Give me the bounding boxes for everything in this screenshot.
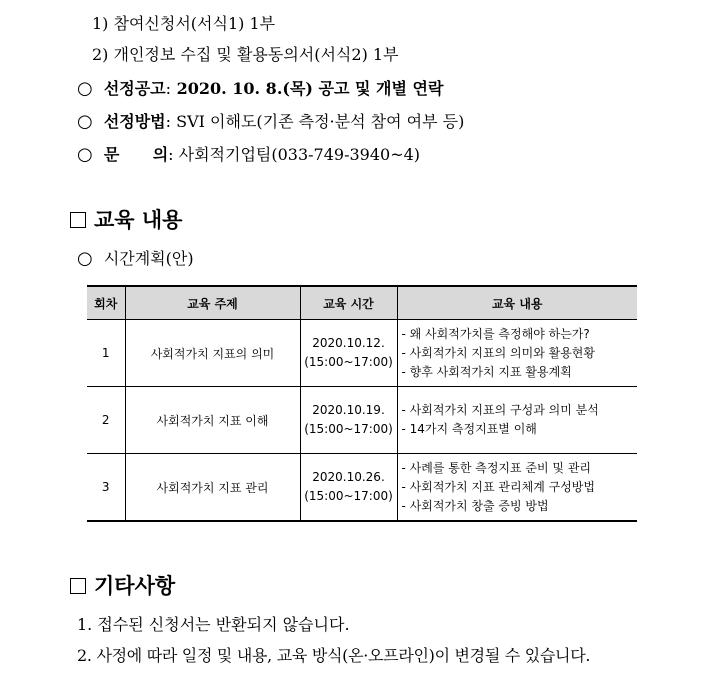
cell-content	[397, 454, 637, 522]
attachment-item-1: 1) 참여신청서(서식1) 1부	[92, 14, 276, 33]
other-item-1: 1. 접수된 신청서는 반환되지 않습니다.	[77, 615, 350, 634]
cell-date: 2020.10.26.	[312, 470, 385, 484]
info-row-contact	[77, 145, 420, 165]
content-line: - 향후 사회적가치 지표 활용계획	[401, 364, 572, 379]
section-title-education: 교육 내용	[70, 207, 182, 233]
table-row	[87, 320, 637, 387]
checkbox-square-icon	[70, 578, 86, 594]
circle-bullet-icon: ○	[77, 248, 93, 269]
header-round: 회차	[87, 286, 125, 320]
content-line: - 왜 사회적가치를 측정해야 하는가?	[401, 326, 590, 341]
section-title-other: 기타사항	[70, 573, 175, 599]
cell-datetime	[300, 454, 397, 522]
content-line: - 14가지 측정지표별 이해	[401, 422, 537, 436]
schedule-table	[87, 285, 637, 522]
info-sep: :	[168, 145, 174, 164]
header-topic: 교육 주제	[125, 286, 300, 320]
cell-datetime	[300, 387, 397, 454]
cell-date: 2020.10.19.	[312, 403, 385, 417]
table-row	[87, 454, 637, 522]
info-value: 사회적기업팀(033-749-3940~4)	[173, 145, 421, 164]
info-value: 2020. 10. 8.(목) 공고 및 개별 연락	[171, 79, 444, 98]
schedule-subtitle: ○ 시간계획(안)	[77, 248, 194, 269]
cell-topic: 사회적가치 지표의 의미	[125, 320, 300, 387]
info-row-announcement	[77, 79, 443, 99]
circle-bullet-icon: ○	[77, 144, 93, 165]
cell-round: 3	[87, 454, 125, 522]
cell-time: (15:00~17:00)	[304, 489, 393, 503]
checkbox-square-icon	[70, 212, 86, 228]
table-header-row	[87, 286, 637, 320]
content-line: - 사회적가치 지표 관리체계 구성방법	[401, 479, 595, 494]
content-line: - 사회적가치 지표의 구성과 의미 분석	[401, 403, 599, 417]
info-row-method	[77, 112, 464, 132]
info-label: 선정공고	[103, 79, 166, 98]
content-line: - 사례를 통한 측정지표 준비 및 관리	[401, 460, 592, 475]
info-label: 문 의	[103, 145, 169, 164]
cell-topic: 사회적가치 지표 이해	[125, 387, 300, 454]
info-sep: :	[165, 79, 172, 98]
info-value: SVI 이해도(기존 측정·분석 참여 여부 등)	[171, 112, 465, 131]
circle-bullet-icon: ○	[77, 78, 93, 99]
attachment-item-2: 2) 개인정보 수집 및 활용동의서(서식2) 1부	[92, 45, 399, 64]
table-row	[87, 387, 637, 454]
cell-content	[397, 387, 637, 454]
circle-bullet-icon: ○	[77, 111, 93, 132]
header-time: 교육 시간	[300, 286, 397, 320]
cell-time: (15:00~17:00)	[304, 355, 393, 369]
info-sep: :	[165, 112, 172, 131]
cell-date: 2020.10.12.	[312, 336, 385, 350]
content-line: - 사회적가치 창출 증빙 방법	[401, 498, 549, 513]
header-content: 교육 내용	[397, 286, 637, 320]
cell-round: 2	[87, 387, 125, 454]
info-label: 선정방법	[103, 112, 166, 131]
cell-content	[397, 320, 637, 387]
content-line: - 사회적가치 지표의 의미와 활용현황	[401, 345, 595, 360]
cell-datetime	[300, 320, 397, 387]
cell-round: 1	[87, 320, 125, 387]
cell-time: (15:00~17:00)	[304, 422, 393, 436]
cell-topic: 사회적가치 지표 관리	[125, 454, 300, 522]
other-item-2: 2. 사정에 따라 일정 및 내용, 교육 방식(온·오프라인)이 변경될 수 있습니다.	[77, 646, 591, 665]
